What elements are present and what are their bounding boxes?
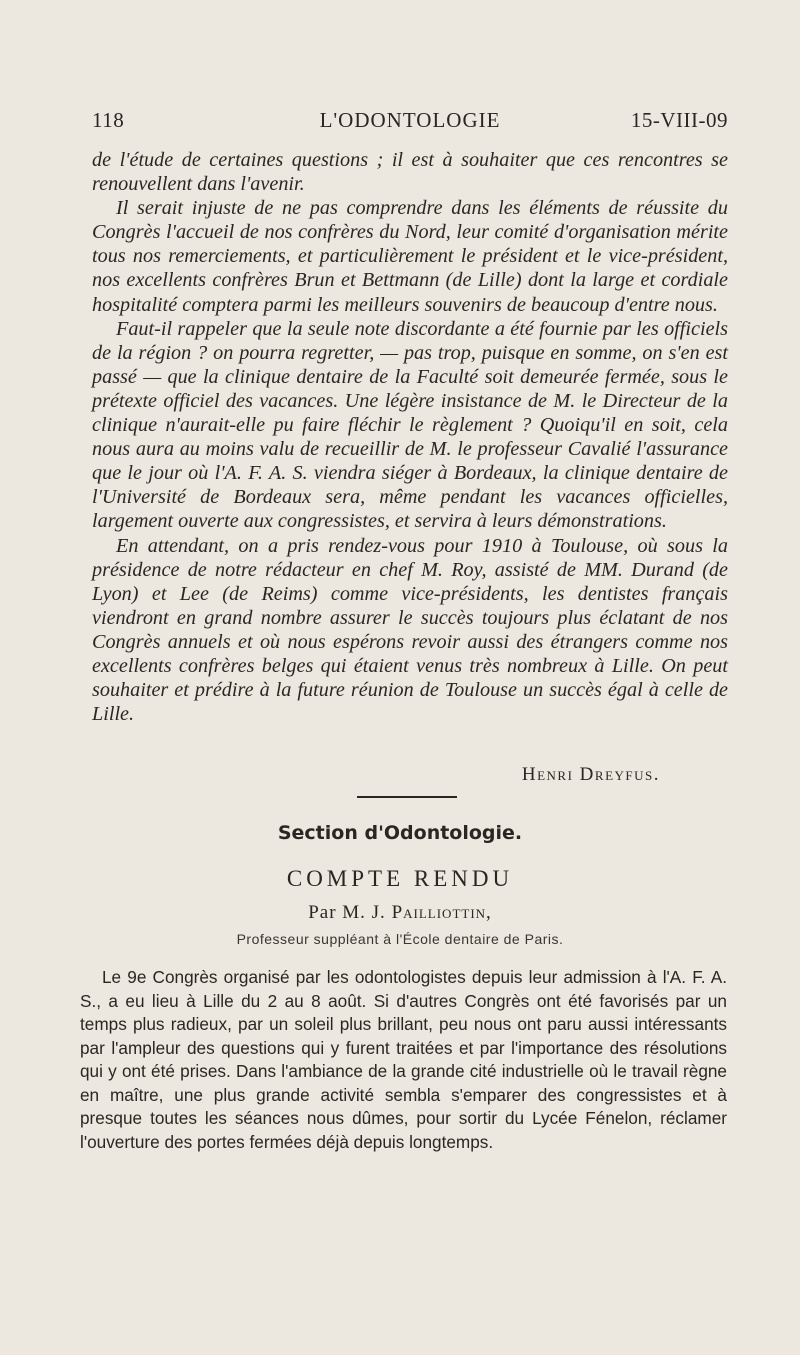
paragraph: de l'étude de certaines questions ; il est à souhaiter que ces rencontres se renouvellent dans l'avenir. [92,149,728,196]
running-header [92,108,728,138]
journal-title: L'ODONTOLOGIE [319,108,501,132]
paragraph: Il serait injuste de ne pas comprendre dans les éléments de réussite du Congrès l'accueil de nos confrères du Nord, leur comité d'organisation mérite tous nos remerciements, et particulièrement le président et le vice-président, nos excellents confrères Brun et Bettmann (de Lille) dont la large et cordiale hospitalité comptera parmi les meilleurs souvenirs de beaucoup d'entre nous. [92,197,728,316]
report-author [0,902,800,924]
issue-date: 15-VIII-09 [630,108,728,132]
section-divider [357,796,457,798]
paragraph: Faut-il rappeler que la seule note discordante a été fournie par les officiels de la région ? on pourra regretter, — pas trop, puisque en somme, on s'en est passé — que la clinique dentaire de la Faculté soit demeurée fermée, sous le prétexte officiel des vacances. Une légère insistance de M. le Directeur de la clinique n'aurait-elle pu faire fléchir le règlement ? Quoiqu'il en soit, cela nous aura au moins valu de recueillir de M. le professeur Cavalié l'assurance que le jour où l'A. F. A. S. viendra siéger à Bordeaux, la clinique dentaire de l'Université de Bordeaux sera, même pendant les vacances officielles, largement ouverte aux congressistes, et servira à leurs démonstrations. [92,317,728,533]
paragraph: Le 9e Congrès organisé par les odontologistes depuis leur admission à l'A. F. A. S., a eu lieu à Lille du 2 au 8 août. Si d'autres Congrès ont été favorisés par un temps plus radieux, par un soleil plus brillant, peu nous ont paru aussi intéressants par l'ampleur des questions qui y furent traitées et par l'importance des résolutions qui y ont été prises. Dans l'ambiance de la grande cité industrielle où le travail règne en maître, une plus grande activité sembla s'emparer des congressistes et à presque toutes les séances nous dûmes, pour sortir du Lycée Fénelon, réclamer l'ouverture des portes fermées déjà depuis longtemps. [80,967,727,1152]
section-heading: Section d'Odontologie. [277,822,523,844]
author-signature: Henri Dreyfus. [521,764,660,785]
author-name: Pailliottin, [391,902,492,923]
paragraph: En attendant, on a pris rendez-vous pour 1910 à Toulouse, où sous la présidence de notre rédacteur en chef M. Roy, assisté de MM. Durand (de Lyon) et Lee (de Reims) comme vice-présidents, les dentistes français viendront en grand nombre assurer le succès toujours plus éclatant de nos Congrès annuels et où nous espérons revoir aussi des étrangers comme nos excellents confrères belges qui étaient venus très nombreux à Lille. On peut souhaiter et prédire à la future réunion de Toulouse un succès égal à celle de Lille. [92,534,728,726]
report-body [80,966,727,1154]
author-affiliation: Professeur suppléant à l'École dentaire de Paris. [236,931,564,947]
author-prefix: Par M. J. [308,902,386,923]
page-number: 118 [92,108,125,132]
report-title: COMPTE RENDU [286,866,514,891]
article-conclusion [92,148,728,726]
